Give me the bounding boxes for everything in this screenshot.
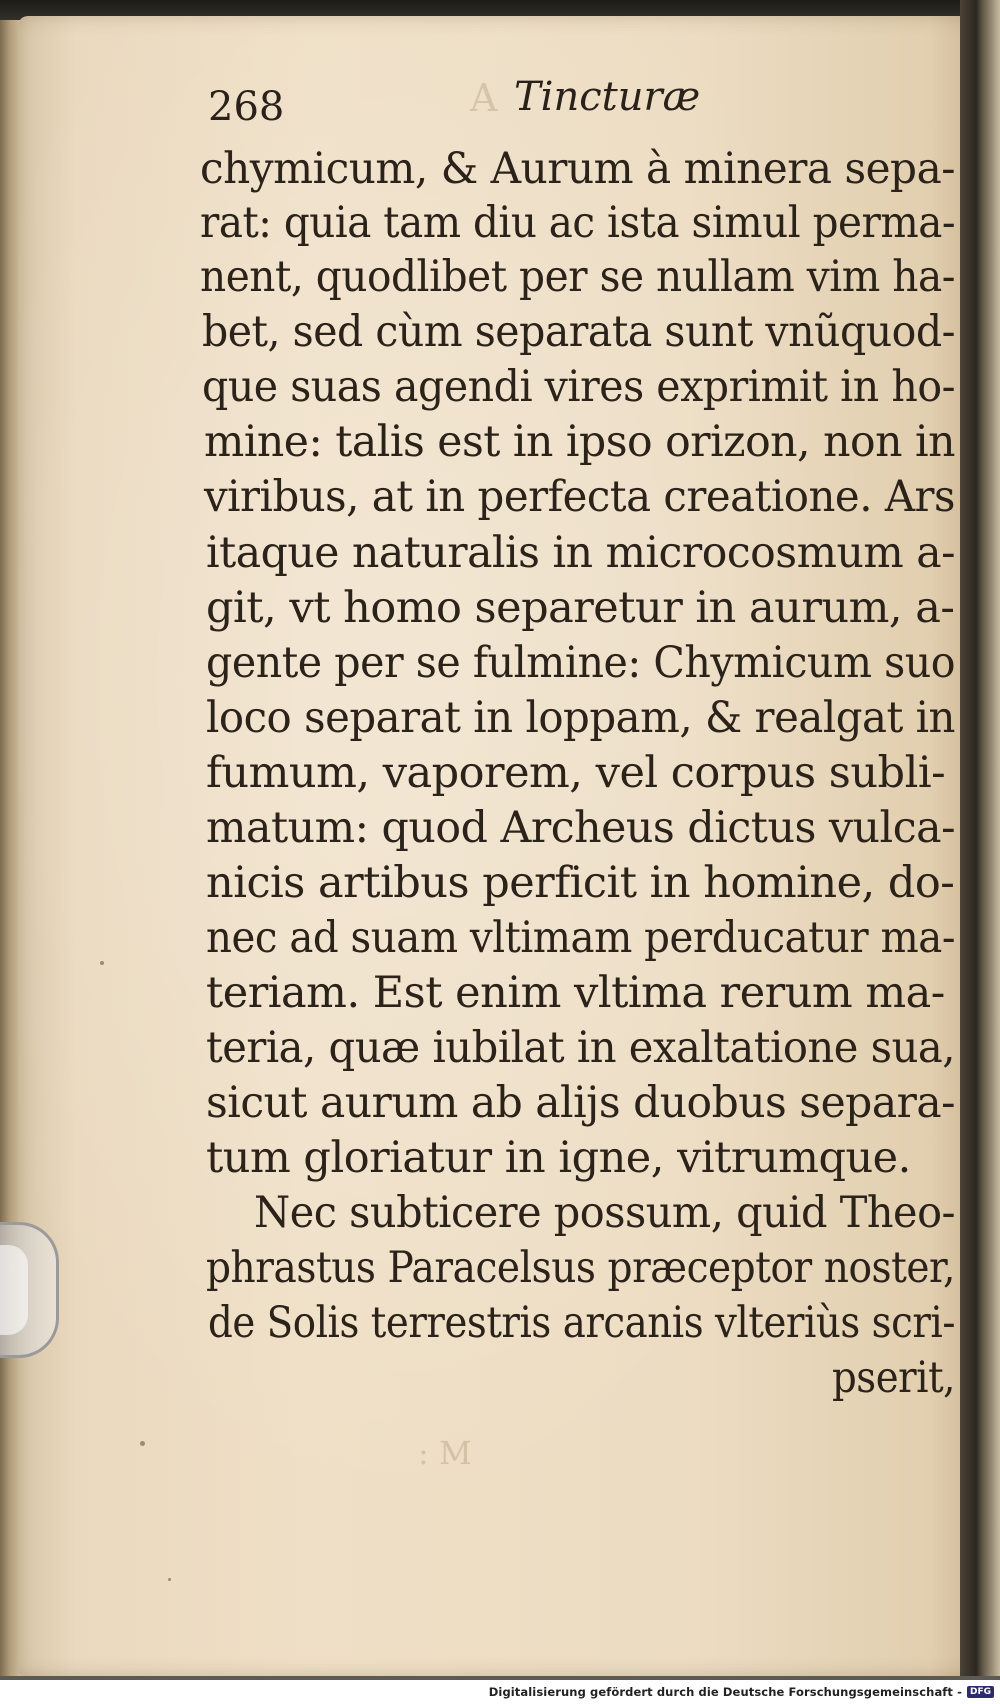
text-line: viribus, at in perfecta creatione. Ars bbox=[204, 472, 956, 522]
text-line: pserit, bbox=[832, 1353, 955, 1403]
paper-speck bbox=[168, 1578, 171, 1581]
page-number: 268 bbox=[208, 84, 285, 130]
running-head: Tincturæ bbox=[514, 74, 701, 120]
text-line: bet, sed cùm separata sunt vnũquod- bbox=[202, 307, 955, 357]
text-line: mine: talis est in ipso orizon, non in bbox=[204, 417, 955, 467]
text-line: tum gloriatur in igne, vitrumque. bbox=[206, 1133, 911, 1183]
text-line: gente per se fulmine: Chymicum suo bbox=[206, 638, 956, 688]
text-line: loco separat in loppam, & realgat in bbox=[206, 693, 955, 743]
show-through-mark: : M bbox=[418, 1434, 472, 1472]
text-line: sicut aurum ab alijs duobus separa- bbox=[206, 1078, 956, 1128]
text-line: nec ad suam vltimam perducatur ma- bbox=[206, 913, 956, 963]
paper-speck bbox=[100, 961, 104, 965]
text-line: matum: quod Archeus dictus vulca- bbox=[206, 803, 956, 853]
text-line: itaque naturalis in microcosmum a- bbox=[206, 528, 956, 578]
text-line: rat: quia tam diu ac ista simul perma- bbox=[200, 198, 956, 248]
footer-credit: Digitalisierung gefördert durch die Deutsche Forschungsgemeinschaft - bbox=[488, 1685, 962, 1699]
page-clip bbox=[0, 1222, 59, 1358]
show-through-mark: A bbox=[470, 76, 498, 120]
dfg-logo-icon: DFG bbox=[967, 1686, 994, 1698]
text-line: fumum, vaporem, vel corpus subli- bbox=[206, 748, 946, 798]
facing-page-edge bbox=[960, 0, 1000, 1680]
text-line: de Solis terrestris arcanis vlteriùs scri- bbox=[208, 1298, 955, 1348]
text-line: phrastus Paracelsus præceptor noster, bbox=[206, 1243, 955, 1293]
book-page bbox=[18, 16, 978, 1676]
text-line: chymicum, & Aurum à minera sepa- bbox=[200, 144, 955, 194]
page-clip-highlight bbox=[0, 1245, 28, 1335]
text-line: teriam. Est enim vltima rerum ma- bbox=[206, 968, 945, 1018]
paper-speck bbox=[140, 1441, 145, 1446]
text-line: teria, quæ iubilat in exaltatione sua, bbox=[206, 1023, 956, 1073]
text-line: Nec subticere possum, quid Theo- bbox=[254, 1188, 956, 1238]
text-line: que suas agendi vires exprimit in ho- bbox=[202, 362, 956, 412]
text-line: git, vt homo separetur in aurum, a- bbox=[206, 583, 955, 633]
text-line: nent, quodlibet per se nullam vim ha- bbox=[200, 252, 956, 302]
footer-bar bbox=[0, 1680, 1000, 1704]
text-line: nicis artibus perficit in homine, do- bbox=[206, 858, 955, 908]
